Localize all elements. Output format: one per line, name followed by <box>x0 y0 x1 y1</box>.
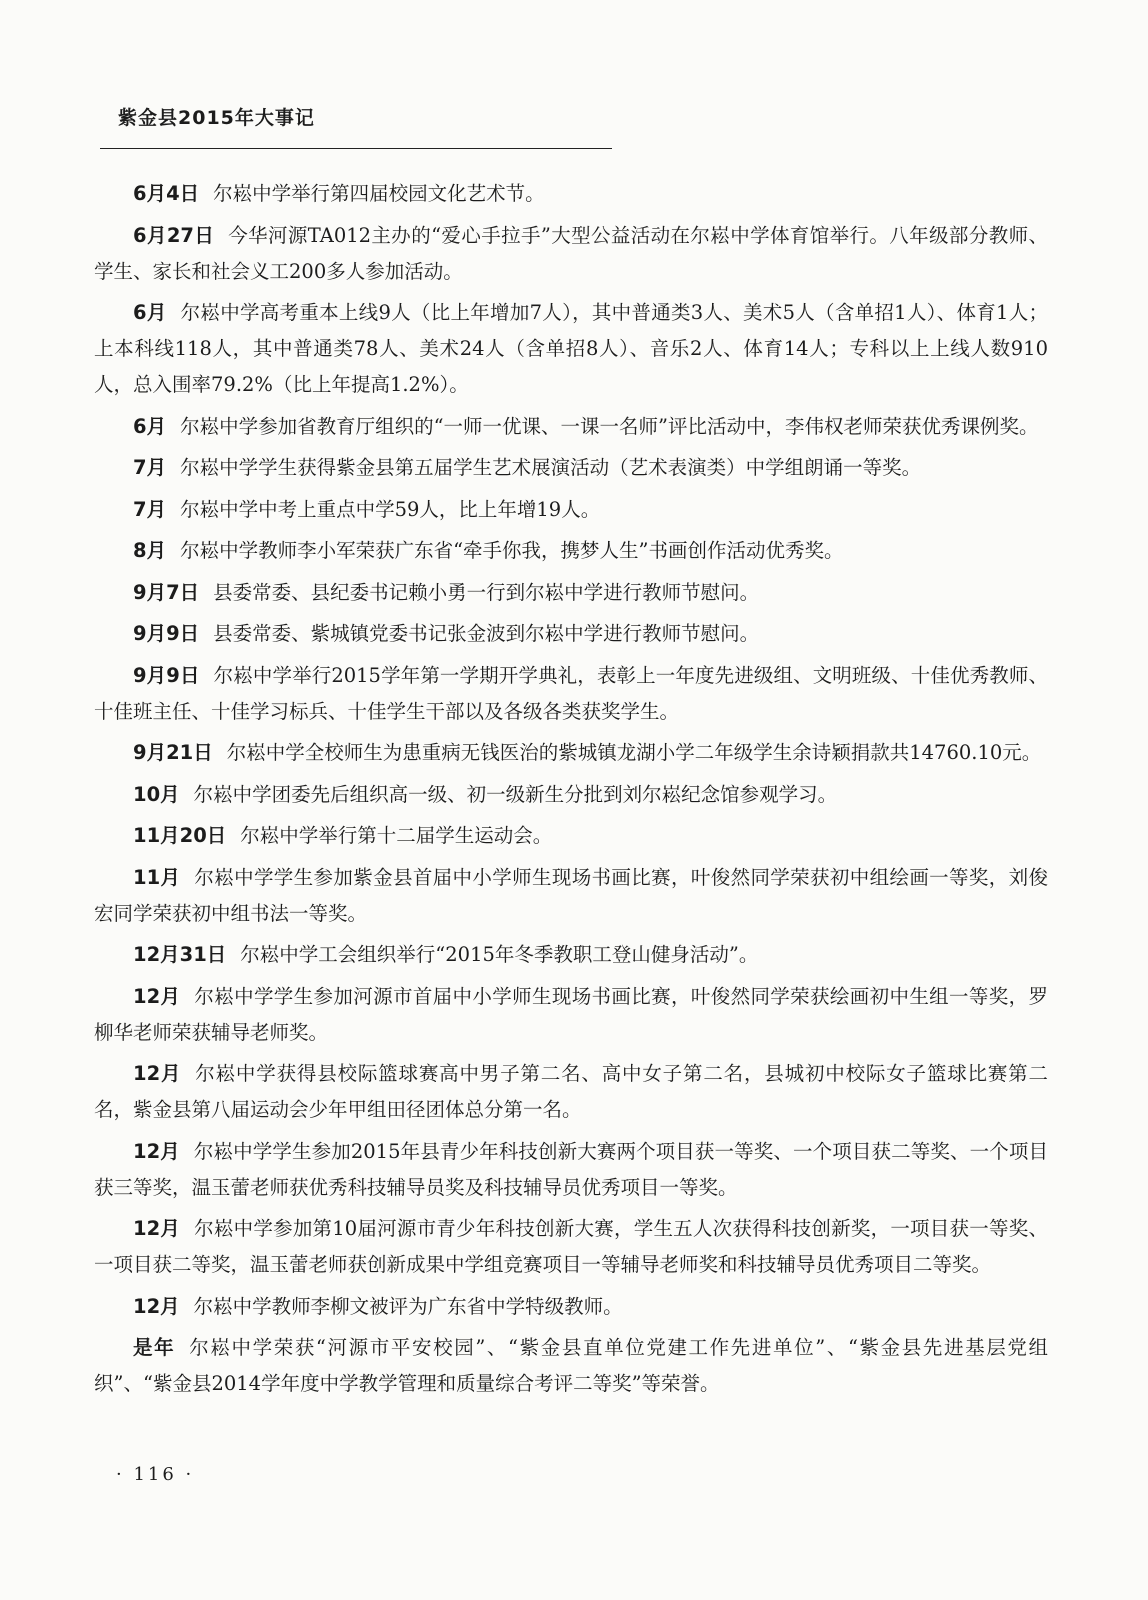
entry-date: 12月31日 <box>133 943 227 966</box>
chronicle-entry <box>94 1134 1048 1206</box>
entry-text: 尔崧中学举行第四届校园文化艺术节。 <box>213 182 545 205</box>
header-rule <box>100 148 612 149</box>
entry-text: 尔崧中学工会组织举行“2015年冬季教职工登山健身活动”。 <box>240 943 759 966</box>
chronicle-entry <box>94 1289 1048 1325</box>
entry-text: 尔崧中学举行2015学年第一学期开学典礼，表彰上一年度先进级组、文明班级、十佳优秀教师、十佳班主任、十佳学习标兵、十佳学生干部以及各级各类获奖学生。 <box>94 663 1048 723</box>
chronicle-entry <box>94 575 1048 611</box>
entry-text: 尔崧中学学生参加河源市首届中小学师生现场书画比赛，叶俊然同学荣获绘画初中生组一等奖，罗柳华老师荣获辅导老师奖。 <box>94 984 1048 1044</box>
entry-date: 12月 <box>133 1294 180 1318</box>
entry-text: 尔崧中学学生参加紫金县首届中小学师生现场书画比赛，叶俊然同学荣获初中组绘画一等奖，刘俊宏同学荣获初中组书法一等奖。 <box>94 865 1048 925</box>
entry-text: 尔崧中学全校师生为患重病无钱医治的紫城镇龙湖小学二年级学生余诗颖捐款共14760.10元。 <box>226 741 1042 764</box>
entry-text: 尔崧中学教师李小军荣获广东省“牵手你我，携梦人生”书画创作活动优秀奖。 <box>180 539 844 562</box>
entry-date: 11月 <box>133 865 181 889</box>
entry-text: 尔崧中学中考上重点中学59人，比上年增19人。 <box>180 497 601 521</box>
entry-date: 6月27日 <box>133 223 215 247</box>
entry-date: 12月 <box>133 1062 182 1085</box>
chronicle-entry <box>94 409 1048 445</box>
entry-date: 7月 <box>133 456 167 479</box>
entry-text: 尔崧中学学生获得紫金县第五届学生艺术展演活动（艺术表演类）中学组朗诵一等奖。 <box>180 456 922 479</box>
entry-text: 尔崧中学举行第十二届学生运动会。 <box>240 824 553 847</box>
entry-text: 尔崧中学获得县校际篮球赛高中男子第二名、高中女子第二名，县城初中校际女子篮球比赛第二名，紫金县第八届运动会少年甲组田径团体总分第一名。 <box>94 1062 1048 1121</box>
chronicle-entry <box>94 658 1048 730</box>
entry-text: 尔崧中学高考重本上线9人（比上年增加7人），其中普通类3人、美术5人（含单招1人）、体育1人；上本科线118人，其中普通类78人、美术24人（含单招8人）、音乐2人、体育14人；专科以上上线人数910人，总入围率79.2%（比上年提高1.2%）。 <box>94 301 1048 396</box>
entry-date: 11月20日 <box>133 824 227 847</box>
entry-date: 9月21日 <box>133 741 213 764</box>
chronicle-entry <box>94 1056 1048 1128</box>
entry-date: 是年 <box>133 1336 176 1359</box>
entry-text: 今华河源TA012主办的“爱心手拉手”大型公益活动在尔崧中学体育馆举行。八年级部分教师、学生、家长和社会义工200多人参加活动。 <box>94 223 1048 283</box>
chronicle-entry <box>94 533 1048 569</box>
chronicle-entry <box>94 1211 1048 1283</box>
chronicle-entry <box>94 1330 1048 1402</box>
entry-text: 尔崧中学学生参加2015年县青少年科技创新大赛两个项目获一等奖、一个项目获二等奖、一个项目获三等奖，温玉蕾老师获优秀科技辅导员奖及科技辅导员优秀项目一等奖。 <box>94 1139 1048 1199</box>
entry-text: 尔崧中学团委先后组织高一级、初一级新生分批到刘尔崧纪念馆参观学习。 <box>193 782 838 806</box>
chronicle-entry <box>94 860 1048 932</box>
entry-date: 10月 <box>133 782 180 806</box>
running-head-title: 紫金县2015年大事记 <box>118 107 315 129</box>
entry-date: 6月4日 <box>133 182 200 205</box>
chronicle-entry <box>94 735 1048 771</box>
entry-date: 12月 <box>133 1139 180 1163</box>
chronicle-entry <box>94 450 1048 486</box>
entry-date: 7月 <box>133 497 167 521</box>
entry-date: 9月9日 <box>133 663 200 687</box>
chronicle-entry <box>94 937 1048 973</box>
entry-text: 县委常委、县纪委书记赖小勇一行到尔崧中学进行教师节慰问。 <box>213 580 760 604</box>
chronicle-entry <box>94 218 1048 290</box>
chronicle-entry <box>94 818 1048 854</box>
chronicle-entries <box>94 176 1048 1408</box>
entry-date: 9月9日 <box>133 622 200 645</box>
entry-text: 尔崧中学荣获“河源市平安校园”、“紫金县直单位党建工作先进单位”、“紫金县先进基层党组织”、“紫金县2014学年度中学教学管理和质量综合考评二等奖”等荣誉。 <box>94 1336 1048 1395</box>
chronicle-entry <box>94 492 1048 528</box>
chronicle-entry <box>94 777 1048 813</box>
entry-date: 6月 <box>133 301 167 324</box>
entry-date: 9月7日 <box>133 580 200 604</box>
chronicle-entry <box>94 295 1048 403</box>
entry-date: 6月 <box>133 414 167 438</box>
chronicle-entry <box>94 616 1048 652</box>
entry-date: 8月 <box>133 539 167 562</box>
entry-text: 尔崧中学教师李柳文被评为广东省中学特级教师。 <box>193 1294 623 1318</box>
entry-text: 县委常委、紫城镇党委书记张金波到尔崧中学进行教师节慰问。 <box>213 622 760 645</box>
entry-date: 12月 <box>133 984 181 1008</box>
chronicle-entry <box>94 979 1048 1051</box>
entry-text: 尔崧中学参加第10届河源市青少年科技创新大赛，学生五人次获得科技创新奖，一项目获一等奖、一项目获二等奖，温玉蕾老师获创新成果中学组竞赛项目一等辅导老师奖和科技辅导员优秀项目二等奖。 <box>94 1217 1048 1276</box>
page-number: · 116 · <box>116 1464 195 1485</box>
chronicle-entry <box>94 176 1048 212</box>
entry-text: 尔崧中学参加省教育厅组织的“一师一优课、一课一名师”评比活动中，李伟权老师荣获优秀课例奖。 <box>180 414 1039 438</box>
entry-date: 12月 <box>133 1217 181 1240</box>
